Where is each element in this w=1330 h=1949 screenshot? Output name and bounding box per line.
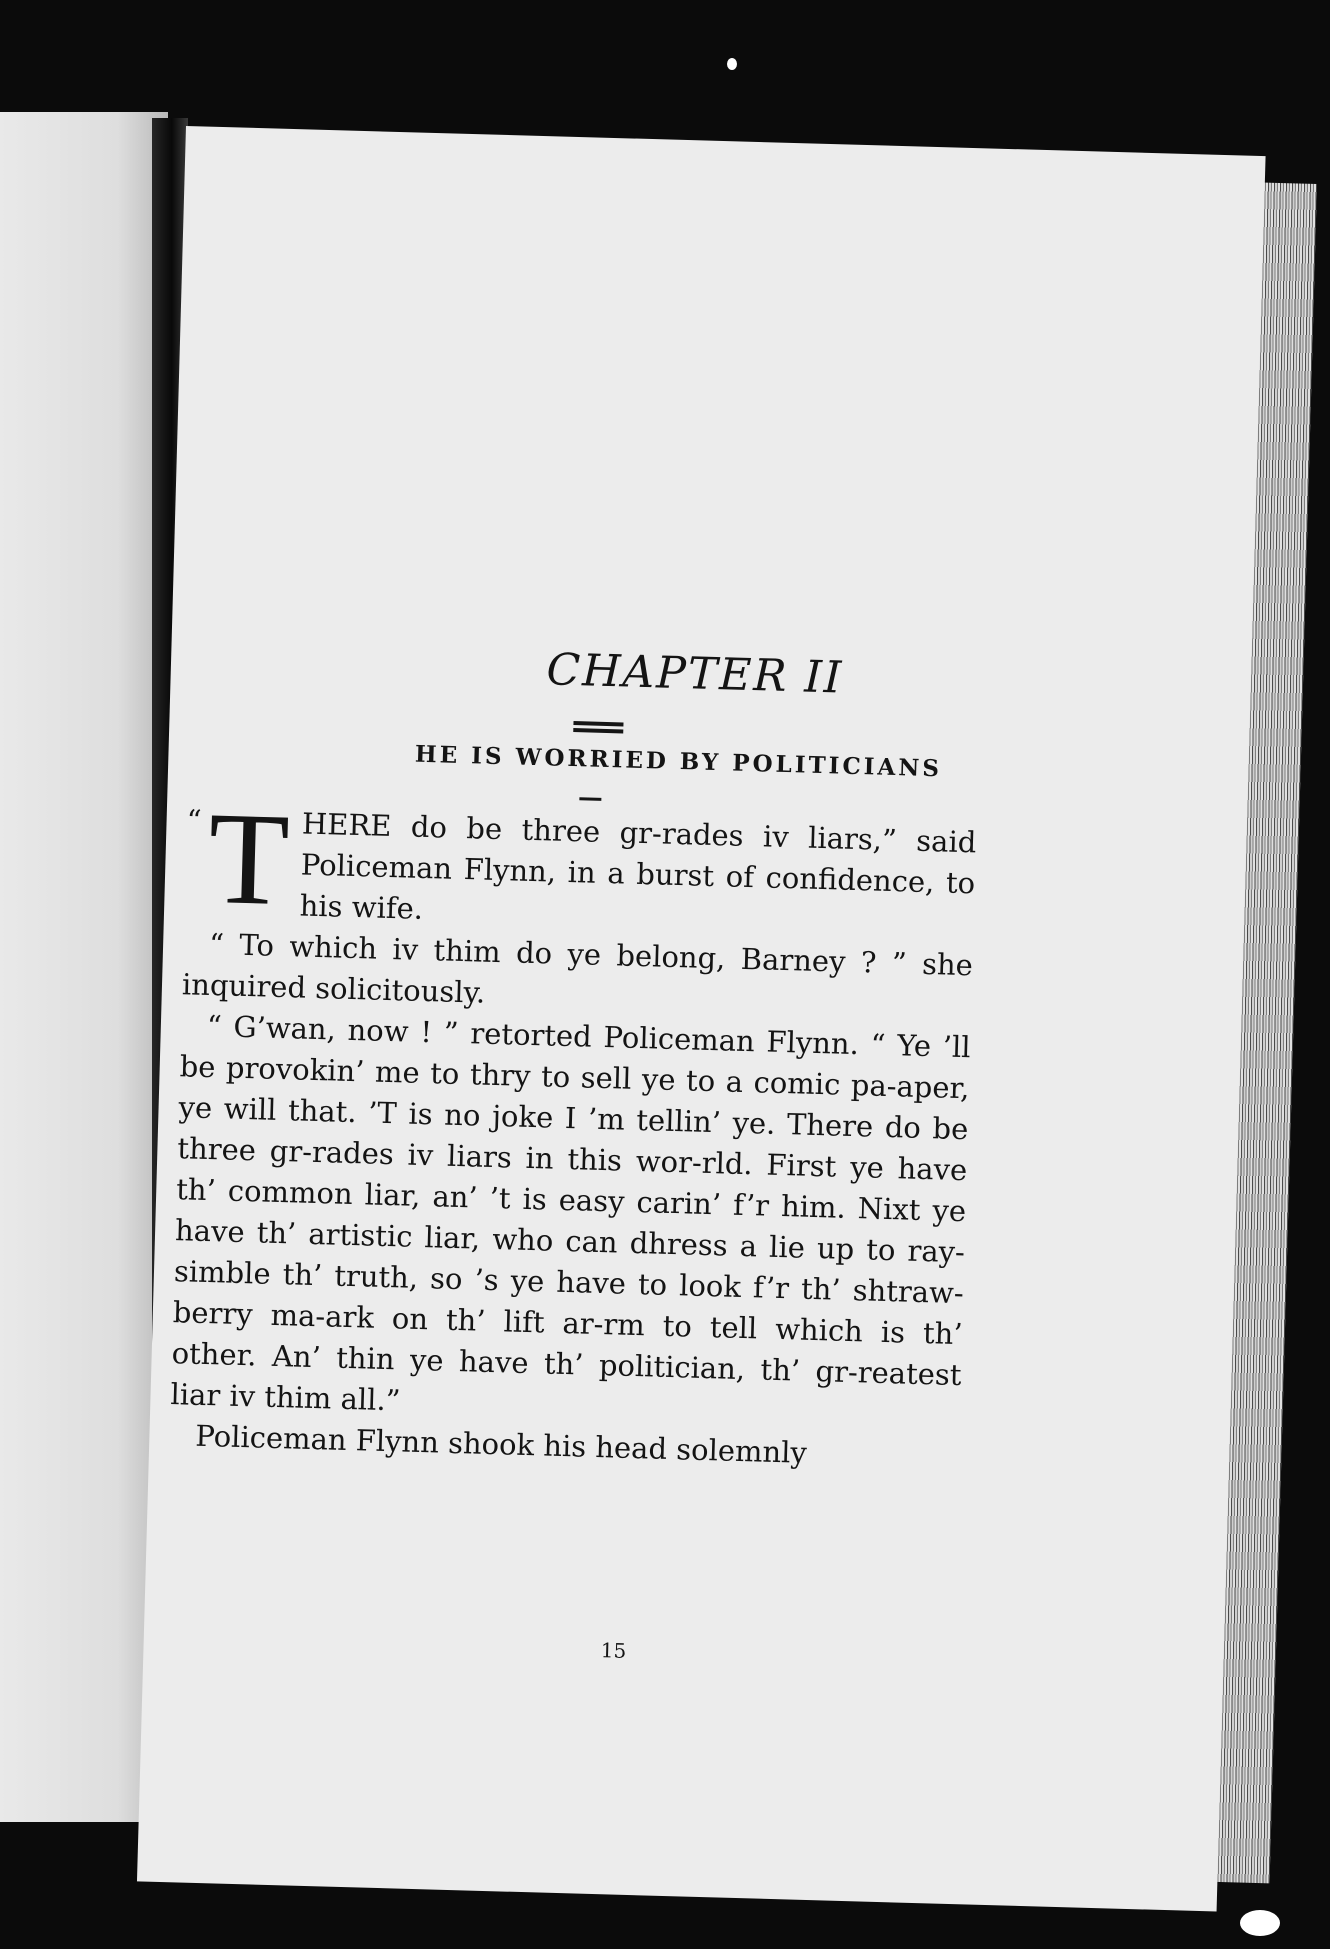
subtitle-rule <box>579 797 601 801</box>
paragraph-1 <box>184 783 977 945</box>
paragraph-4: Policeman Flynn shook his head solemnly <box>194 1418 808 1470</box>
scan-speck <box>1240 1910 1280 1936</box>
drop-cap: T <box>206 783 292 934</box>
book-page <box>137 126 1266 1911</box>
opening-quote: “ <box>186 803 202 838</box>
paragraph-2: “ To which iv thim do ye belong, Barney ? ” she inquired solicitously. <box>181 926 974 1010</box>
title-rule <box>573 721 623 726</box>
paragraph-1-text: HERE do be three gr-rades iv liars,” said Policeman Flynn, in a burst of confidence, to his wife. <box>299 806 977 926</box>
chapter-body <box>169 783 977 1478</box>
page-number: 15 <box>600 1638 627 1663</box>
chapter-title: CHAPTER II <box>545 644 844 704</box>
left-page <box>0 112 168 1822</box>
title-rule-lower <box>573 728 623 733</box>
chapter-subtitle: HE IS WORRIED BY POLITICIANS <box>414 740 943 783</box>
scan-speck <box>727 58 737 70</box>
paragraph-3: “ G’wan, now ! ” retorted Policeman Flynn. “ Ye ’ll be provokin’ me to thry to sell ye to a comic pa-aper, ye will that. ’T is no joke I ’m tellin’ ye. There do be three gr-rades iv liars in this wor-rld. First ye have th’ common liar, an’ ’t is easy carin’ f’r him. Nixt ye have th’ artistic liar, who can dhress a lie up to ray-simble th’ truth, so ’s ye have to look f’r th’ shtraw-berry ma-ark on th’ lift ar-rm to tell which is th’ other. An’ thin ye have th’ politician, th’ gr-reatest liar iv thim all.” <box>170 1008 972 1418</box>
